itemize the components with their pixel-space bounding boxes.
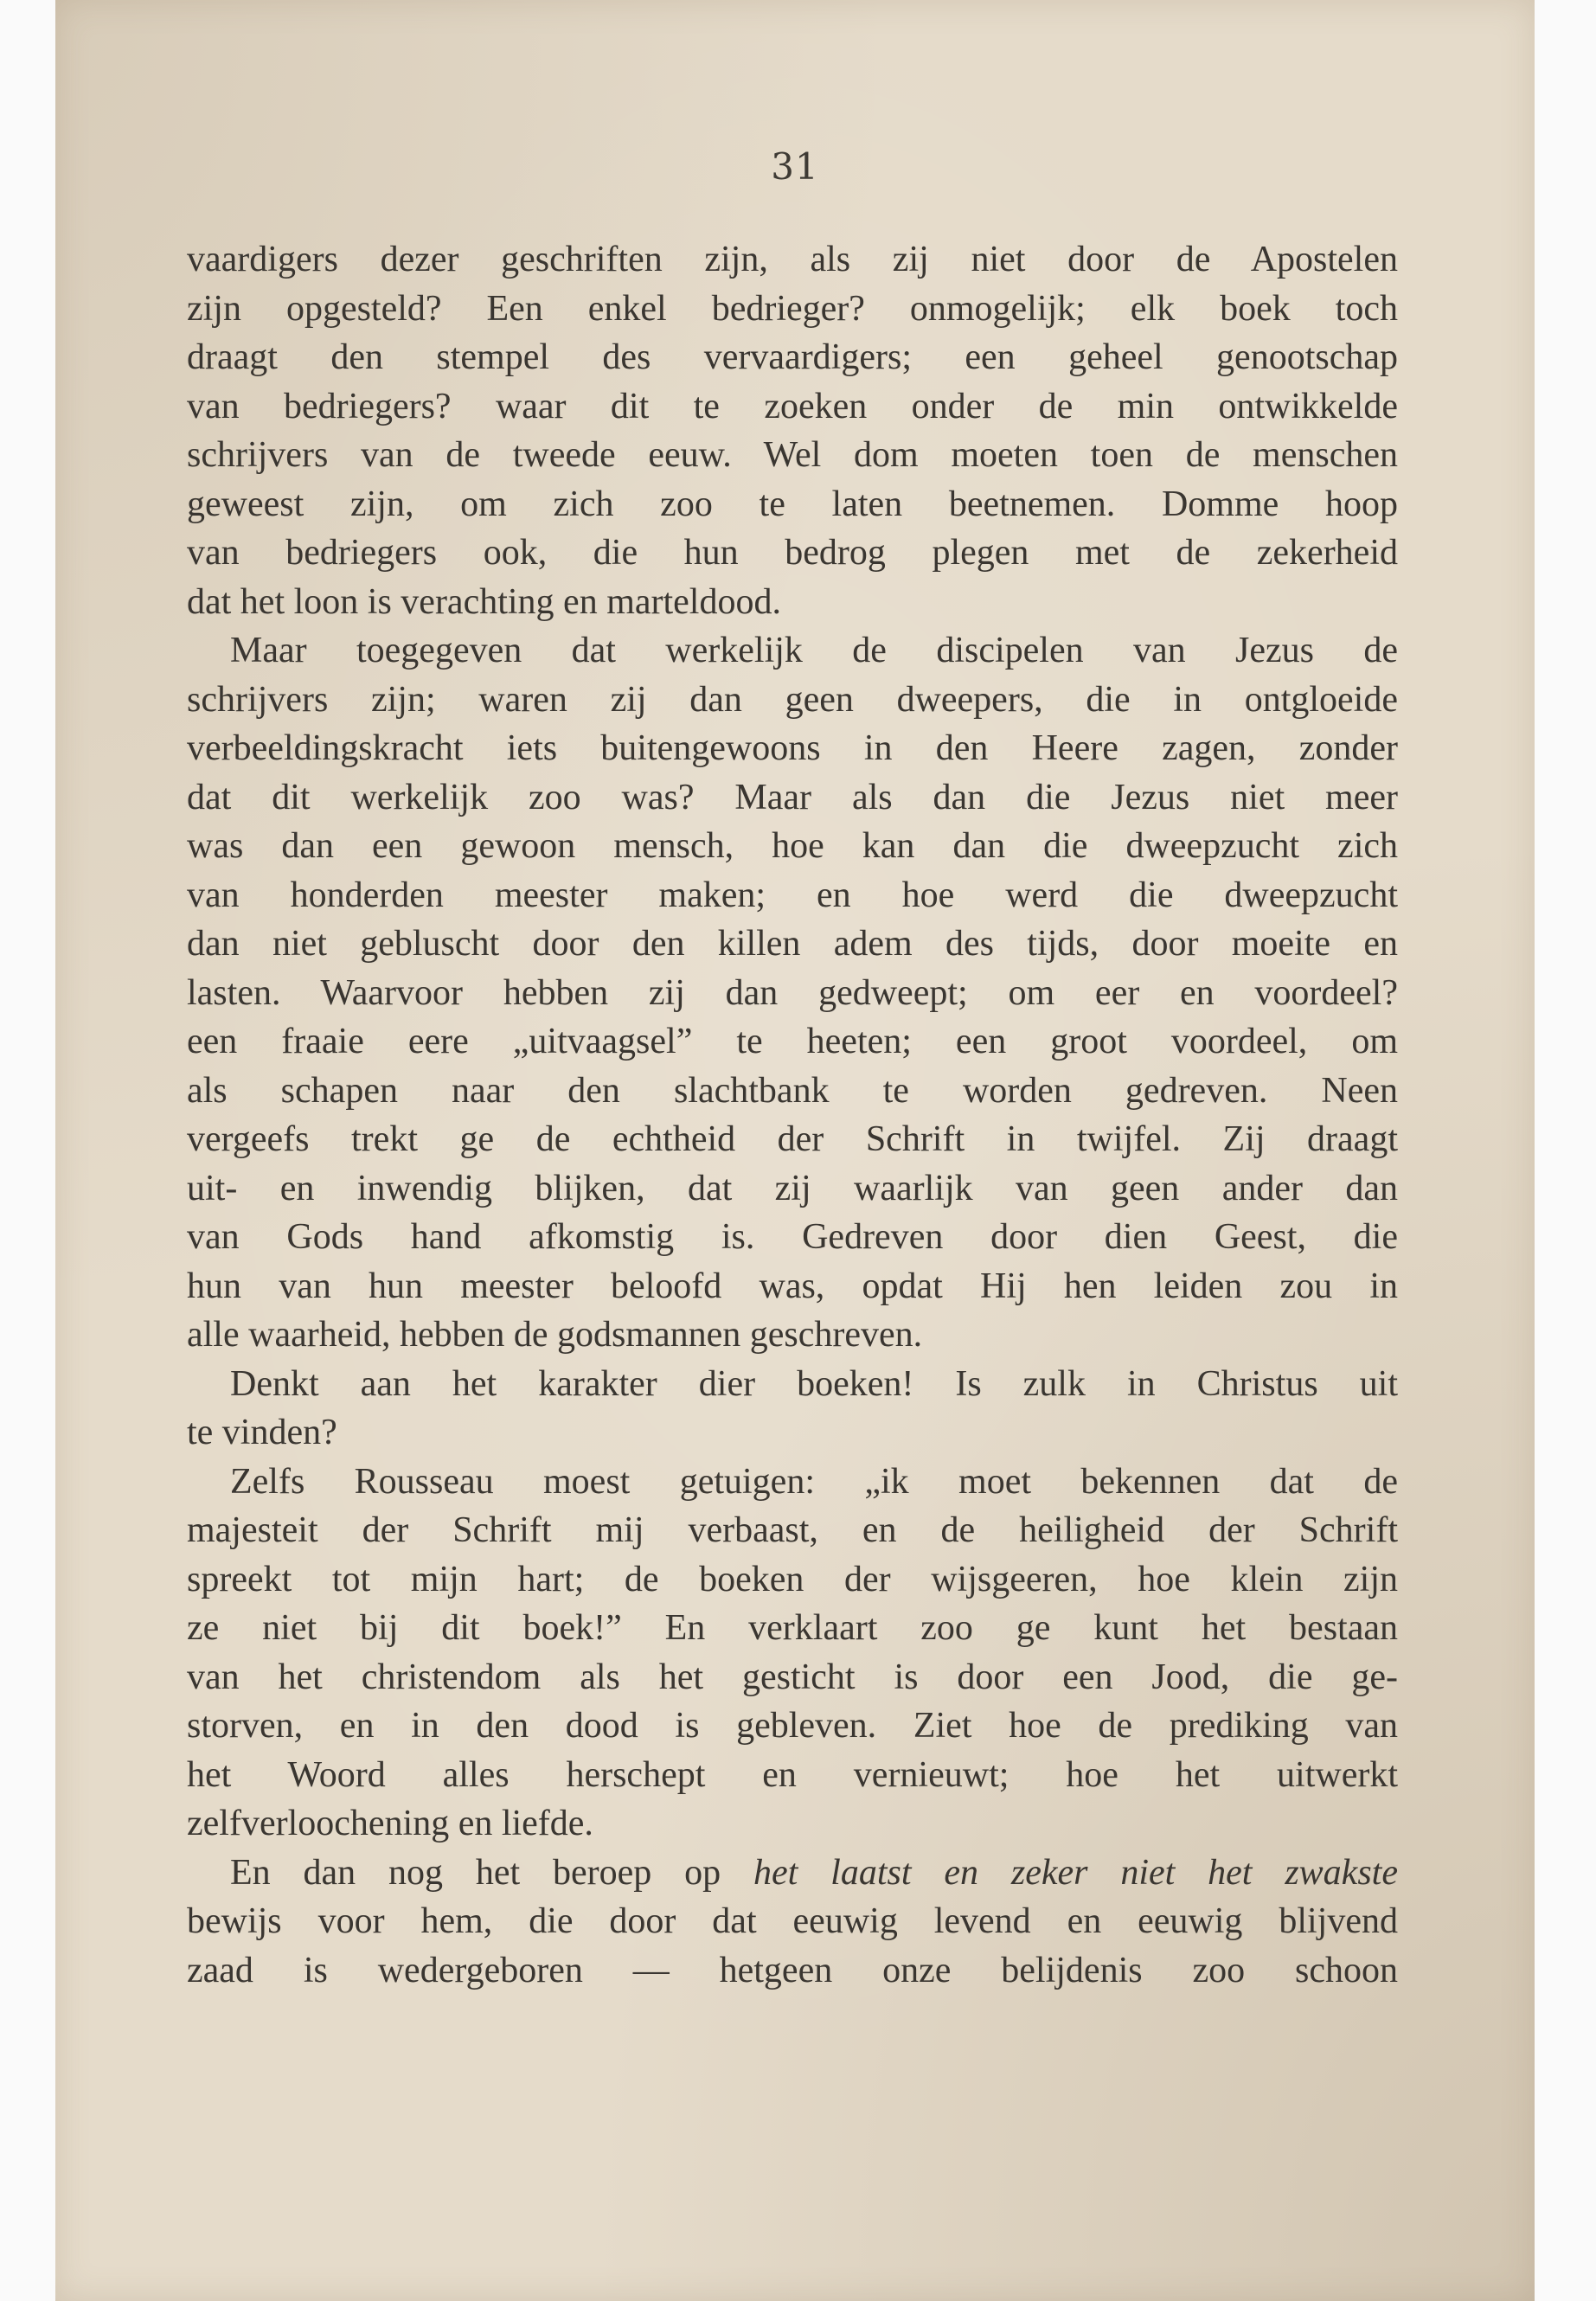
text-line: vaardigers dezer geschriften zijn, als zij niet door de Apostelen	[187, 240, 1398, 279]
text-line: een fraaie eere „uitvaagsel” te heeten; een groot voordeel, om	[187, 1022, 1398, 1061]
text-line: schrijvers van de tweede eeuw. Wel dom moeten toen de menschen	[187, 435, 1398, 475]
body-text	[187, 235, 1398, 1995]
text-line: uit- en inwendig blijken, dat zij waarlijk van geen ander dan	[187, 1168, 1398, 1208]
text-run: En dan nog het beroep op	[230, 1852, 753, 1893]
text-line: hun van hun meester beloofd was, opdat Hij hen leiden zou in	[187, 1266, 1398, 1306]
text-line: dan niet gebluscht door den killen adem des tijds, door moeite en	[187, 924, 1398, 964]
text-line: dat het loon is verachting en marteldood.	[187, 581, 781, 622]
text-line: spreekt tot mijn hart; de boeken der wijsgeeren, hoe klein zijn	[187, 1559, 1398, 1599]
book-page	[55, 0, 1535, 2301]
text-line: Maar toegegeven dat werkelijk de discipelen van Jezus de	[230, 631, 1398, 670]
text-line: Denkt aan het karakter dier boeken! Is zulk in Christus uit	[230, 1363, 1398, 1404]
text-line: draagt den stempel des vervaardigers; een geheel genootschap	[187, 337, 1398, 377]
text-line: verbeeldingskracht iets buitengewoons in den Heere zagen, zonder	[187, 728, 1398, 768]
text-line	[187, 1849, 1398, 1898]
text-line: te vinden?	[187, 1413, 337, 1452]
text-line: schrijvers zijn; waren zij dan geen dweepers, die in ontgloeide	[187, 679, 1398, 720]
text-line: vergeefs trekt ge de echtheid der Schrift in twijfel. Zij draagt	[187, 1119, 1398, 1159]
text-line: van honderden meester maken; en hoe werd die dweepzucht	[187, 875, 1398, 915]
text-line: dat dit werkelijk zoo was? Maar als dan die Jezus niet meer	[187, 777, 1398, 817]
text-line: van bedriegers ook, die hun bedrog plegen met de zekerheid	[187, 533, 1398, 573]
text-line: Zelfs Rousseau moest getuigen: „ik moet bekennen dat de	[230, 1461, 1398, 1502]
text-line: van bedriegers? waar dit te zoeken onder de min ontwikkelde	[187, 386, 1398, 426]
text-line: lasten. Waarvoor hebben zij dan gedweept; om eer en voordeel?	[187, 972, 1398, 1013]
page-number: 31	[771, 145, 819, 188]
text-line: ze niet bij dit boek!” En verklaart zoo ge kunt het bestaan	[187, 1608, 1398, 1648]
text-line: geweest zijn, om zich zoo te laten beetnemen. Domme hoop	[187, 484, 1398, 524]
italic-phrase: het laatst en zeker niet het zwakste	[753, 1852, 1398, 1893]
text-line: zaad is wedergeboren — hetgeen onze belijdenis zoo schoon	[187, 1950, 1398, 1990]
text-line: was dan een gewoon mensch, hoe kan dan die dweepzucht zich	[187, 826, 1398, 866]
text-line: bewijs voor hem, die door dat eeuwig levend en eeuwig blijvend	[187, 1901, 1398, 1941]
text-line: zijn opgesteld? Een enkel bedrieger? onmogelijk; elk boek toch	[187, 288, 1398, 329]
text-line: majesteit der Schrift mij verbaast, en de heiligheid der Schrift	[187, 1510, 1398, 1550]
text-line: het Woord alles herschept en vernieuwt; hoe het uitwerkt	[187, 1754, 1398, 1795]
text-line: zelfverloochening en liefde.	[187, 1804, 593, 1843]
text-line: van het christendom als het gesticht is door een Jood, die ge-	[187, 1657, 1398, 1697]
text-line: van Gods hand afkomstig is. Gedreven door dien Geest, die	[187, 1217, 1398, 1257]
text-line: storven, en in den dood is gebleven. Ziet hoe de prediking van	[187, 1706, 1398, 1746]
text-line: alle waarheid, hebben de godsmannen geschreven.	[187, 1315, 923, 1355]
text-line: als schapen naar den slachtbank te worden gedreven. Neen	[187, 1070, 1398, 1111]
